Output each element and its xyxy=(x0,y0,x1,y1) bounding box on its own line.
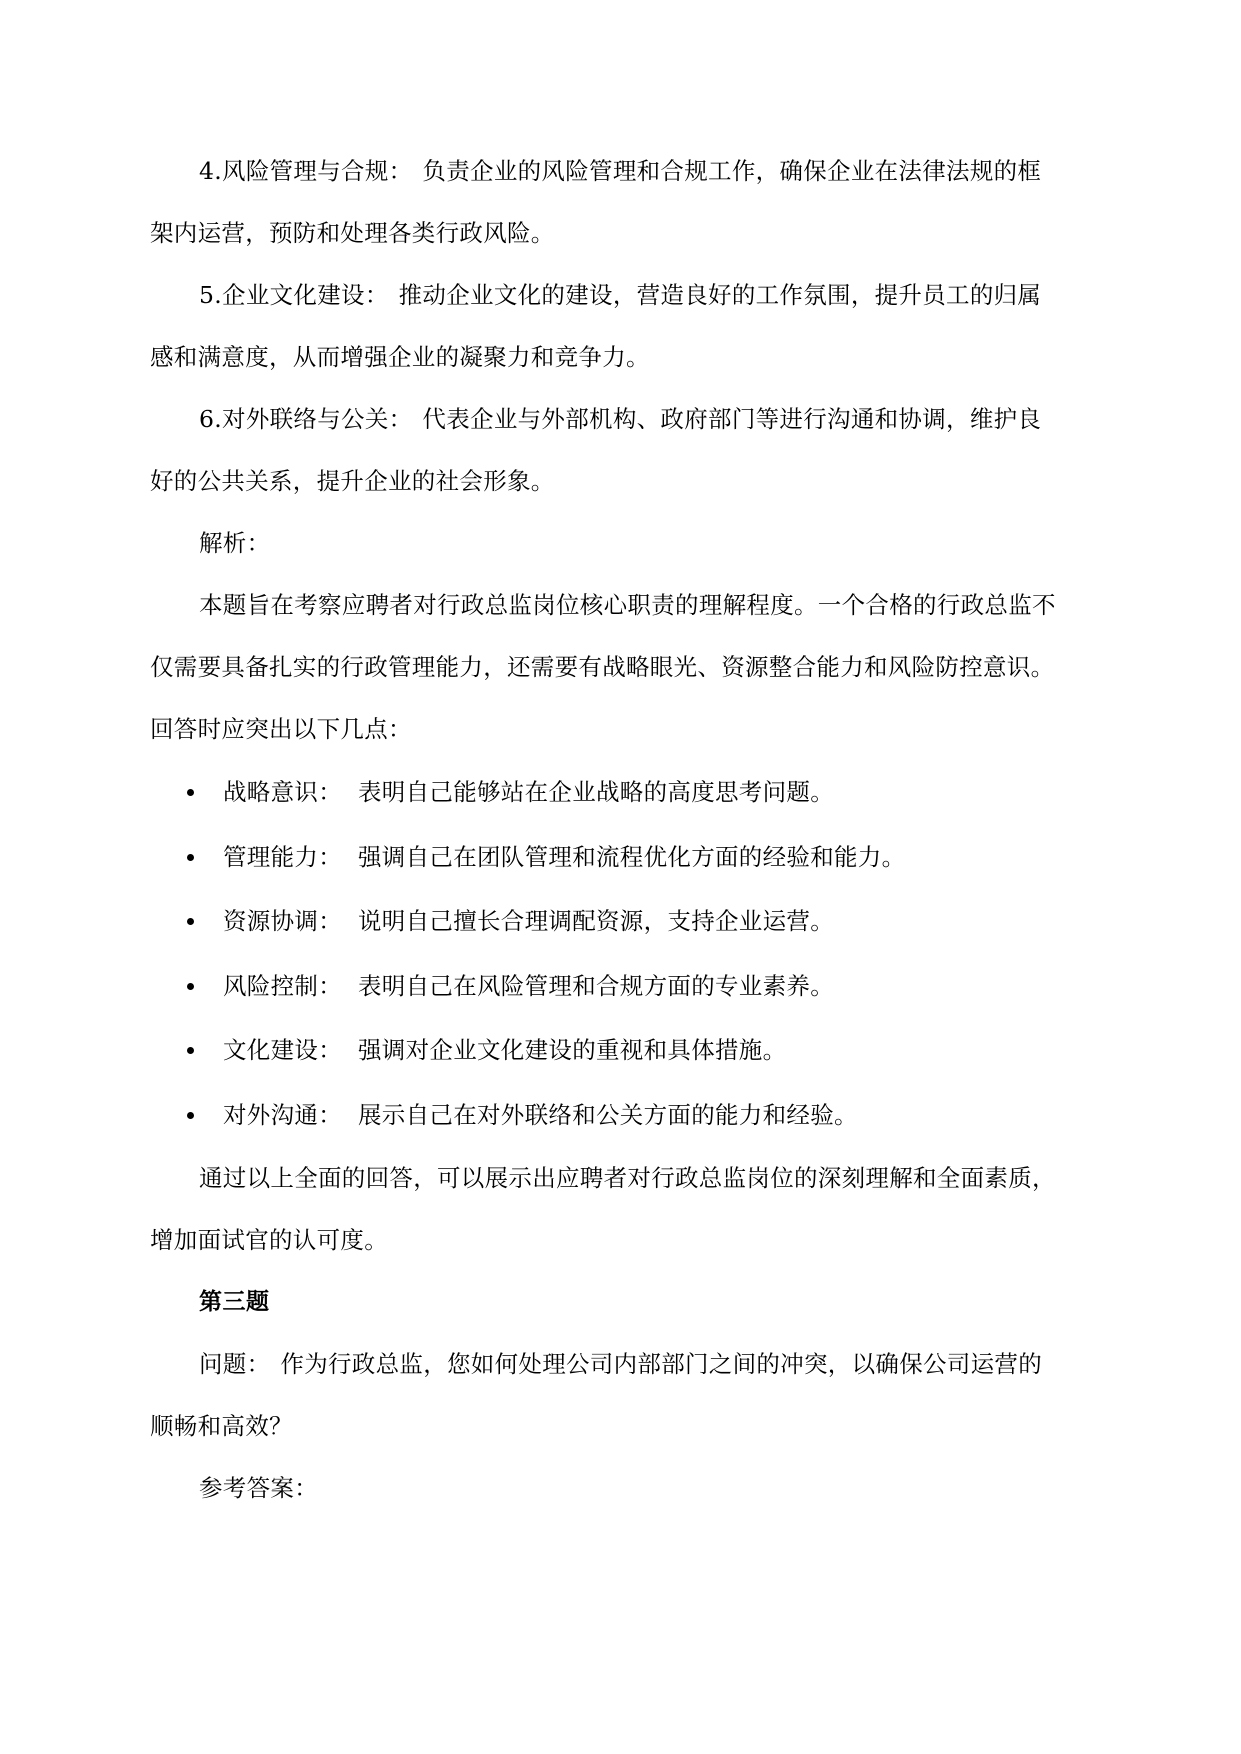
list-item xyxy=(150,1018,1095,1083)
list-item xyxy=(150,760,1095,825)
item-5-line-1 xyxy=(150,264,1095,326)
key-points-list xyxy=(150,760,1095,1147)
bullet-icon xyxy=(187,918,194,925)
list-item xyxy=(150,954,1095,1019)
bullet-icon xyxy=(187,1047,194,1054)
item-5-label: 5.企业文化建设： xyxy=(199,281,389,309)
item-4-line-2: 架内运营，预防和处理各类行政风险。 xyxy=(150,219,555,247)
bullet-icon xyxy=(187,789,194,796)
conclusion-line-2: 增加面试官的认可度。 xyxy=(150,1226,388,1254)
bullet-icon xyxy=(187,983,194,990)
item-4-label: 4.风险管理与合规： xyxy=(199,157,413,185)
analysis-label: 解析： xyxy=(199,529,271,557)
item-6-line-1 xyxy=(150,388,1095,450)
conclusion-line-1: 通过以上全面的回答，可以展示出应聘者对行政总监岗位的深刻理解和全面素质， xyxy=(199,1164,1056,1192)
item-4-text-1: 负责企业的风险管理和合规工作，确保企业在法律法规的框 xyxy=(422,157,1042,185)
item-6-text-1: 代表企业与外部机构、政府部门等进行沟通和协调，维护良 xyxy=(422,405,1042,433)
bullet-text: 强调对企业文化建设的重视和具体措施。 xyxy=(358,1036,787,1064)
bullet-term: 文化建设： xyxy=(223,1036,342,1064)
analysis-line-1: 本题旨在考察应聘者对行政总监岗位核心职责的理解程度。一个合格的行政总监不 xyxy=(199,591,1056,619)
bullet-text: 表明自己能够站在企业战略的高度思考问题。 xyxy=(358,778,834,806)
document-body xyxy=(150,140,1095,1519)
bullet-term: 风险控制： xyxy=(223,971,342,1000)
bullet-text: 展示自己在对外联络和公关方面的能力和经验。 xyxy=(358,1100,858,1129)
item-6-line-2: 好的公共关系，提升企业的社会形象。 xyxy=(150,467,555,495)
bullet-text: 表明自己在风险管理和合规方面的专业素养。 xyxy=(358,971,834,1000)
analysis-line-3: 回答时应突出以下几点： xyxy=(150,715,412,743)
analysis-line-2: 仅需要具备扎实的行政管理能力，还需要有战略眼光、资源整合能力和风险防控意识。 xyxy=(150,653,1055,681)
list-item xyxy=(150,1083,1095,1148)
question-label: 问题： xyxy=(199,1350,271,1378)
question-line-1 xyxy=(150,1333,1095,1395)
bullet-term: 管理能力： xyxy=(223,842,342,871)
item-5-line-2: 感和满意度，从而增强企业的凝聚力和竞争力。 xyxy=(150,343,650,371)
item-5-text-1: 推动企业文化的建设，营造良好的工作氛围，提升员工的归属 xyxy=(398,281,1042,309)
bullet-icon xyxy=(187,854,194,861)
bullet-term: 资源协调： xyxy=(223,907,342,935)
bullet-icon xyxy=(187,1112,194,1119)
item-6-label: 6.对外联络与公关： xyxy=(199,405,413,433)
bullet-text: 强调自己在团队管理和流程优化方面的经验和能力。 xyxy=(358,842,906,871)
list-item xyxy=(150,825,1095,890)
list-item xyxy=(150,889,1095,954)
question-line-2: 顺畅和高效？ xyxy=(150,1412,293,1440)
bullet-term: 战略意识： xyxy=(223,778,342,806)
bullet-text: 说明自己擅长合理调配资源，支持企业运营。 xyxy=(358,907,834,935)
item-4-line-1 xyxy=(150,140,1095,202)
question-text-1: 作为行政总监，您如何处理公司内部部门之间的冲突，以确保公司运营的 xyxy=(280,1350,1043,1378)
bullet-term: 对外沟通： xyxy=(223,1100,342,1129)
answer-label: 参考答案： xyxy=(199,1474,318,1502)
section-heading: 第三题 xyxy=(199,1289,270,1315)
